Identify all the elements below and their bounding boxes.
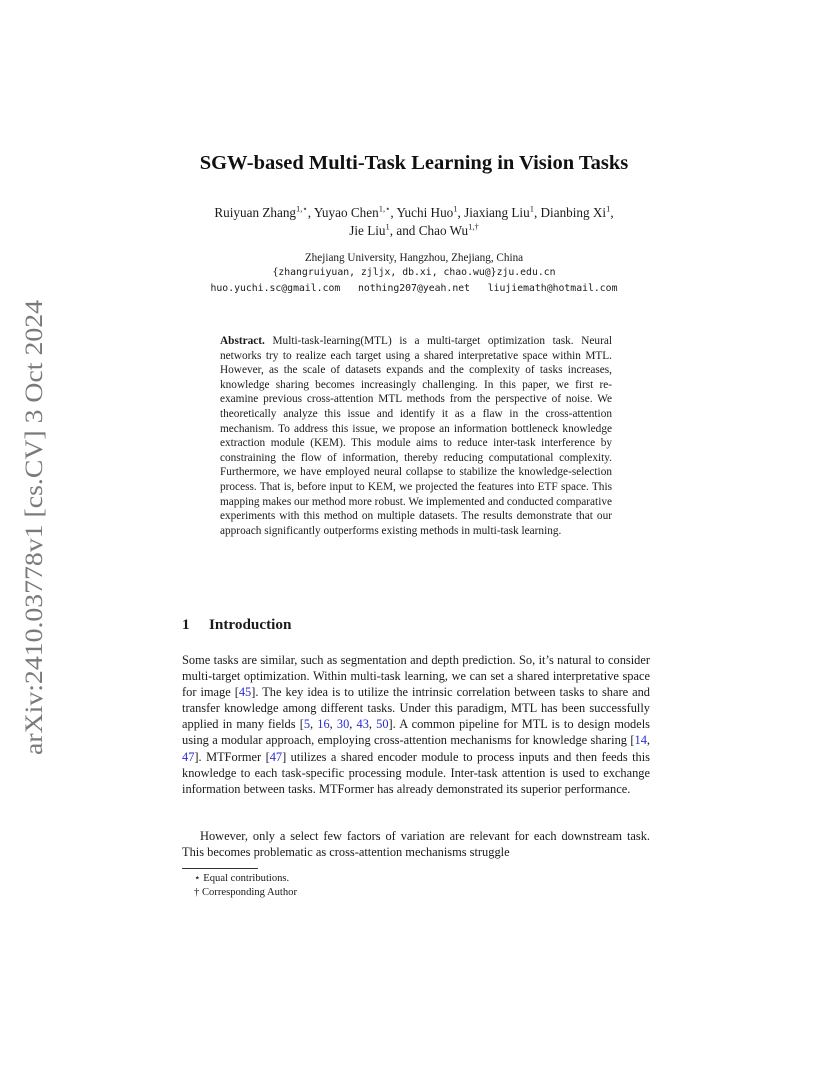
footnote-corresponding-author: † Corresponding Author (194, 887, 297, 898)
citation-link[interactable]: 47 (182, 749, 195, 764)
section-title: Introduction (209, 616, 292, 633)
citation-link[interactable]: 30 (336, 717, 350, 732)
abstract-text: Multi-task-learning(MTL) is a multi-target optimization task. Neural networks try to realize each target using a shared interpretative space within MTL. However, as the scale of datasets expands and the complexity of tasks increases, knowledge sharing becomes increasingly challenging. In this paper, we first re-examine previous cross-attention MTL methods from the perspective of noise. We theoretically analyze this issue and identify it as a flaw in the cross-attention mechanism. To address this issue, we propose an information bottleneck knowledge extraction module (KEM). This module aims to reduce inter-task interference by constraining the flow of information, thereby reducing computational complexity. Furthermore, we have employed neural collapse to stabilize the knowledge-selection process. That is, before input to KEM, we projected the features into ETF space. This mapping makes our method more robust. We implemented and conducted comparative experiments with this method on multiple datasets. The results demonstrate that our approach significantly outperforms existing methods in multi-task learning. (220, 335, 612, 537)
footnote-equal-contribution: ⋆ Equal contributions. (194, 873, 290, 884)
arxiv-id-text: arXiv:2410.03778v1 [cs.CV] 3 Oct 2024 (19, 337, 48, 755)
arxiv-identifier-stamp (18, 295, 48, 755)
email-line-2: huo.yuchi.sc@gmail.com nothing207@yeah.net liujiemath@hotmail.com (210, 283, 618, 294)
author-name: Chao Wu (418, 223, 469, 238)
citation-link[interactable]: 45 (238, 685, 252, 700)
section-heading (182, 616, 291, 634)
author-name: Jie Liu (349, 223, 386, 238)
author-affiliation-mark: 1 (453, 203, 458, 214)
email-line-1: {zhangruiyuan, zjljx, db.xi, chao.wu@}zju.edu.cn (272, 267, 556, 278)
citation-link[interactable]: 50 (376, 717, 389, 732)
citation-link[interactable]: 16 (317, 717, 330, 732)
affiliation: Zhejiang University, Hangzhou, Zhejiang, China (304, 252, 524, 264)
author-separator: , (610, 205, 614, 220)
author-name: Ruiyuan Zhang (214, 205, 297, 220)
author-separator: , (533, 205, 541, 220)
section-number: 1 (182, 616, 190, 633)
author-separator: , and (389, 223, 419, 238)
author-name: Yuchi Huo (396, 205, 454, 220)
citation-link[interactable]: 14 (634, 733, 647, 748)
citation-link[interactable]: 47 (269, 749, 283, 764)
author-affiliation-mark: 1,⋆ (378, 203, 391, 214)
citation-link[interactable]: 5 (303, 717, 311, 732)
author-separator: , (457, 205, 465, 220)
author-affiliation-mark: 1 (606, 203, 611, 214)
abstract (220, 334, 612, 538)
author-affiliation-mark: 1,⋆ (296, 203, 308, 214)
author-name: Dianbing Xi (540, 205, 607, 220)
arxiv-stamp-svg (18, 295, 48, 755)
author-list (160, 204, 668, 240)
author-affiliation-mark: 1 (385, 221, 390, 232)
author-name: Jiaxiang Liu (464, 205, 530, 220)
footnote-rule (182, 868, 258, 869)
abstract-label: Abstract. (220, 335, 265, 347)
author-affiliation-mark: 1 (529, 203, 534, 214)
author-name: Yuyao Chen (313, 205, 379, 220)
author-separator: , (307, 205, 314, 220)
citation-link[interactable]: 43 (356, 717, 369, 732)
author-affiliation-mark: 1,† (468, 221, 479, 232)
paper-title: SGW-based Multi-Task Learning in Vision Tasks (199, 152, 629, 174)
author-separator: , (390, 205, 397, 220)
body-paragraph: However, only a select few factors of variation are relevant for each downstream task. This becomes problematic as cross-attention mechanisms struggle (182, 829, 650, 860)
body-paragraph: Some tasks are similar, such as segmentation and depth prediction. So, it’s natural to consider multi-target optimization. Within multi-task learning, we can set a shared interpretative space for image [45]. The key idea is to utilize the intrinsic correlation between tasks to share and transfer knowledge among different tasks. Under this paradigm, MTL has been successfully applied in many fields [5, 16, 30, 43, 50]. A common pipeline for MTL is to design models using a modular approach, employing cross-attention mechanisms for knowledge sharing [14, 47]. MTFormer [47] utilizes a shared encoder module to process inputs and then feeds this knowledge to each task-specific processing module. Inter-task attention is used to exchange information between tasks. MTFormer has already demonstrated its superior performance. (182, 653, 650, 796)
